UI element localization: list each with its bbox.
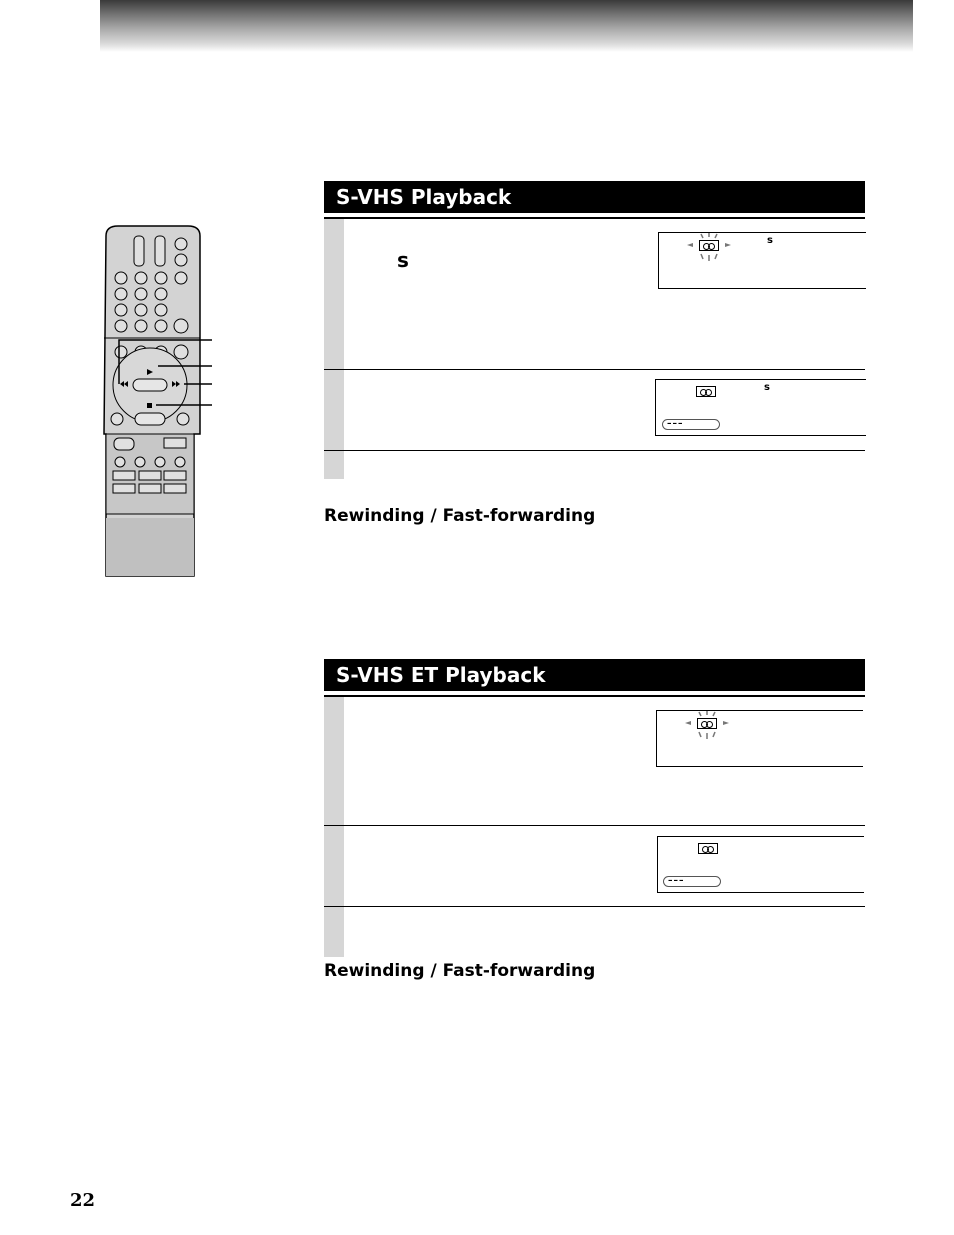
tape-counter: ––– xyxy=(662,419,720,430)
section-title-svhs-playback: S-VHS Playback xyxy=(324,181,865,213)
step-rule xyxy=(324,825,865,826)
front-panel-display xyxy=(658,232,866,289)
section-title-svhs-et-playback: S-VHS ET Playback xyxy=(324,659,865,691)
step-1-bar xyxy=(324,697,344,825)
display-mode-letter: s xyxy=(764,382,770,393)
cassette-icon xyxy=(697,718,717,729)
step-2-bar xyxy=(324,370,344,450)
step-1-letter: s xyxy=(397,248,409,272)
step-3-bar xyxy=(324,907,344,957)
header-band xyxy=(100,0,913,52)
section-rule xyxy=(324,695,865,697)
front-panel-display xyxy=(657,836,864,893)
page-number: 22 xyxy=(70,1190,96,1211)
cassette-icon xyxy=(698,843,718,854)
display-mode-letter: s xyxy=(767,235,773,246)
front-panel-display xyxy=(656,710,863,767)
step-rule xyxy=(324,369,865,370)
section-rule xyxy=(324,217,865,219)
cassette-icon xyxy=(696,386,716,397)
front-panel-display xyxy=(655,379,866,436)
tape-counter: ––– xyxy=(663,876,721,887)
subheading-rewind-ff: Rewinding / Fast-forwarding xyxy=(324,961,596,981)
step-2-bar xyxy=(324,826,344,906)
step-rule xyxy=(324,450,865,451)
cassette-icon xyxy=(699,240,719,251)
step-1-bar xyxy=(324,219,344,369)
remote-control-icon xyxy=(100,222,215,582)
step-3-bar xyxy=(324,451,344,479)
subheading-rewind-ff: Rewinding / Fast-forwarding xyxy=(324,506,596,526)
step-rule xyxy=(324,906,865,907)
